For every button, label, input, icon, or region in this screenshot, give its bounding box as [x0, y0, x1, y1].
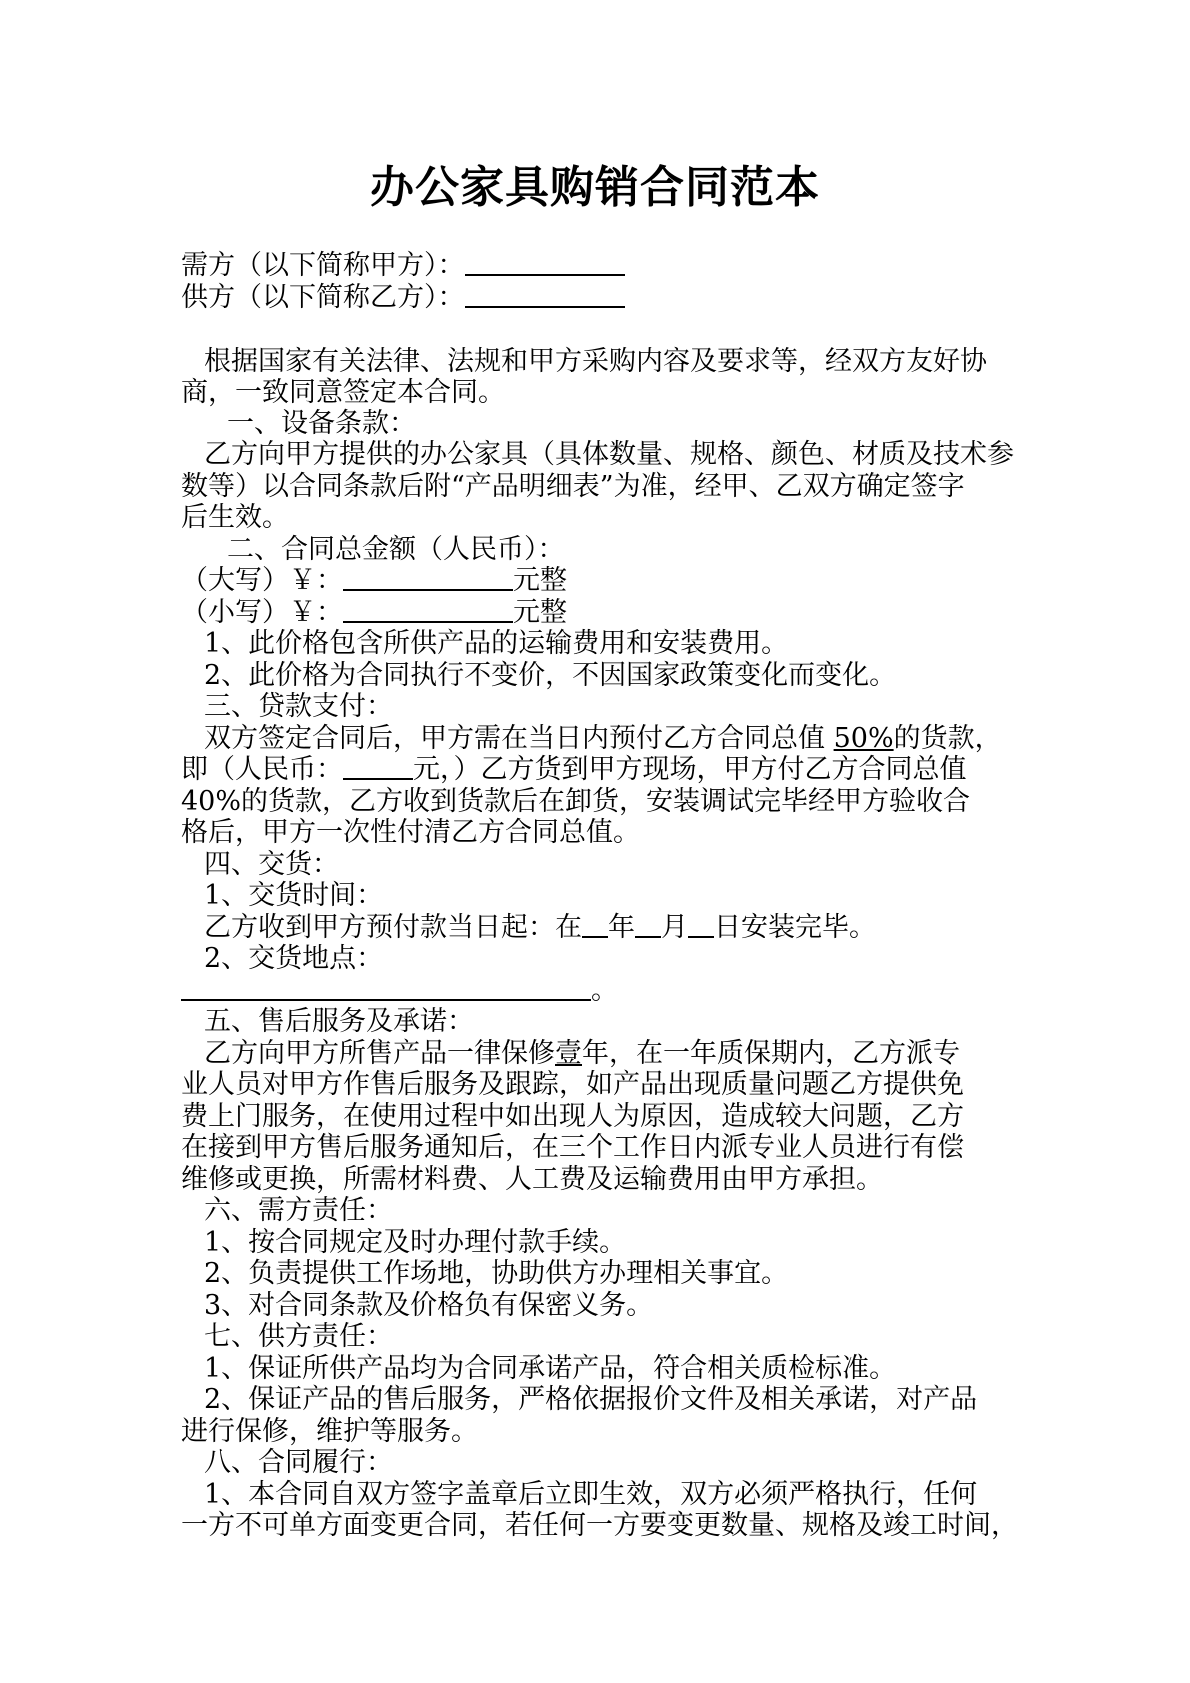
amount-upper-label: （大写）￥： — [181, 565, 343, 596]
section-3-line-4: 格后，甲方一次性付清乙方合同总值。 — [181, 817, 640, 848]
section-1-heading: 一、设备条款： — [227, 408, 416, 439]
delivery-place-label: 2、交货地点： — [204, 943, 384, 974]
buyer-blank[interactable] — [465, 273, 625, 276]
deposit-percent: 50% — [833, 723, 894, 754]
buyer-line — [181, 250, 1021, 282]
document-title: 办公家具购销合同范本 — [370, 162, 820, 213]
intro-line-1: 根据国家有关法律、法规和甲方采购内容及要求等，经双方友好协 — [204, 346, 987, 377]
section-3-line-1 — [181, 723, 1044, 755]
section-8-item-1a: 1、本合同自双方签字盖章后立即生效，双方必须严格执行，任何 — [204, 1479, 978, 1510]
delivery-time-label: 1、交货时间： — [204, 880, 384, 911]
section-6-item-3: 3、对合同条款及价格负有保密义务。 — [204, 1290, 654, 1321]
warranty-years: 壹 — [555, 1038, 582, 1069]
buyer-label: 需方（以下简称甲方）： — [181, 250, 465, 281]
section-2-point-1: 1、此价格包含所供产品的运输费用和安装费用。 — [204, 628, 789, 659]
amount-upper-blank[interactable] — [343, 588, 513, 591]
section-3-line-2 — [181, 754, 1021, 786]
section-4-heading: 四、交货： — [204, 849, 339, 880]
amount-lower-line — [181, 597, 1021, 629]
deposit-amount-blank[interactable] — [343, 777, 413, 780]
amount-upper-line — [181, 565, 1021, 597]
warranty-text-end: 年，在一年质保期内，乙方派专 — [582, 1038, 960, 1069]
section-1-line-2: 数等）以合同条款后附“产品明细表”为准，经甲、乙双方确定签字 — [181, 471, 965, 502]
day-blank[interactable] — [688, 935, 714, 938]
section-5-line-4: 在接到甲方售后服务通知后，在三个工作日内派专业人员进行有偿 — [181, 1132, 964, 1163]
warranty-text: 乙方向甲方所售产品一律保修 — [204, 1038, 555, 1069]
intro-line-2: 商，一致同意签定本合同。 — [181, 377, 505, 408]
rmb-label: 即（人民币： — [181, 754, 343, 785]
payment-text-end: 的货款， — [893, 723, 1002, 754]
section-8-heading: 八、合同履行： — [204, 1447, 393, 1478]
section-8-item-1b: 一方不可单方面变更合同，若任何一方要变更数量、规格及竣工时间， — [181, 1510, 1018, 1541]
delivery-place-blank[interactable] — [181, 998, 591, 1001]
section-6-item-1: 1、按合同规定及时办理付款手续。 — [204, 1227, 627, 1258]
section-1-line-1: 乙方向甲方提供的办公家具（具体数量、规格、颜色、材质及技术参 — [204, 439, 1014, 470]
section-5-heading: 五、售后服务及承诺： — [204, 1006, 474, 1037]
section-7-item-2b: 进行保修，维护等服务。 — [181, 1416, 478, 1447]
amount-upper-unit: 元整 — [513, 565, 567, 596]
delivery-place-line — [181, 975, 1021, 1007]
section-6-item-2: 2、负责提供工作场地，协助供方办理相关事宜。 — [204, 1258, 789, 1289]
year-blank[interactable] — [582, 935, 608, 938]
delivery-time-text: 乙方收到甲方预付款当日起：在 — [204, 912, 582, 943]
amount-lower-unit: 元整 — [513, 597, 567, 628]
section-3-line-3: 40%的货款，乙方收到货款后在卸货，安装调试完毕经甲方验收合 — [181, 786, 971, 817]
section-1-line-3: 后生效。 — [181, 502, 289, 533]
year-label: 年 — [608, 912, 635, 943]
section-7-heading: 七、供方责任： — [204, 1321, 393, 1352]
section-5-line-2: 业人员对甲方作售后服务及跟踪，如产品出现质量问题乙方提供免 — [181, 1069, 964, 1100]
section-7-item-1: 1、保证所供产品均为合同承诺产品，符合相关质检标准。 — [204, 1353, 897, 1384]
seller-label: 供方（以下简称乙方）： — [181, 282, 465, 313]
seller-blank[interactable] — [465, 305, 625, 308]
section-5-line-3: 费上门服务，在使用过程中如出现人为原因，造成较大问题，乙方 — [181, 1101, 964, 1132]
day-label: 日安装完毕。 — [714, 912, 876, 943]
month-blank[interactable] — [635, 935, 661, 938]
month-label: 月 — [661, 912, 688, 943]
seller-line — [181, 282, 1021, 314]
delivery-place-period: 。 — [591, 975, 618, 1006]
amount-lower-blank[interactable] — [343, 620, 513, 623]
section-2-point-2: 2、此价格为合同执行不变价，不因国家政策变化而变化。 — [204, 660, 897, 691]
payment-text-2: 元，）乙方货到甲方现场，甲方付乙方合同总值 — [413, 754, 967, 785]
delivery-time-line — [181, 912, 1044, 944]
section-3-heading: 三、贷款支付： — [204, 691, 393, 722]
section-5-line-1 — [181, 1038, 1044, 1070]
section-2-heading: 二、合同总金额（人民币）： — [227, 534, 565, 565]
amount-lower-label: （小写）￥： — [181, 597, 343, 628]
section-7-item-2a: 2、保证产品的售后服务，严格依据报价文件及相关承诺，对产品 — [204, 1384, 978, 1415]
section-6-heading: 六、需方责任： — [204, 1195, 393, 1226]
section-5-line-5: 维修或更换，所需材料费、人工费及运输费用由甲方承担。 — [181, 1164, 883, 1195]
payment-text: 双方签定合同后，甲方需在当日内预付乙方合同总值 — [204, 723, 834, 754]
